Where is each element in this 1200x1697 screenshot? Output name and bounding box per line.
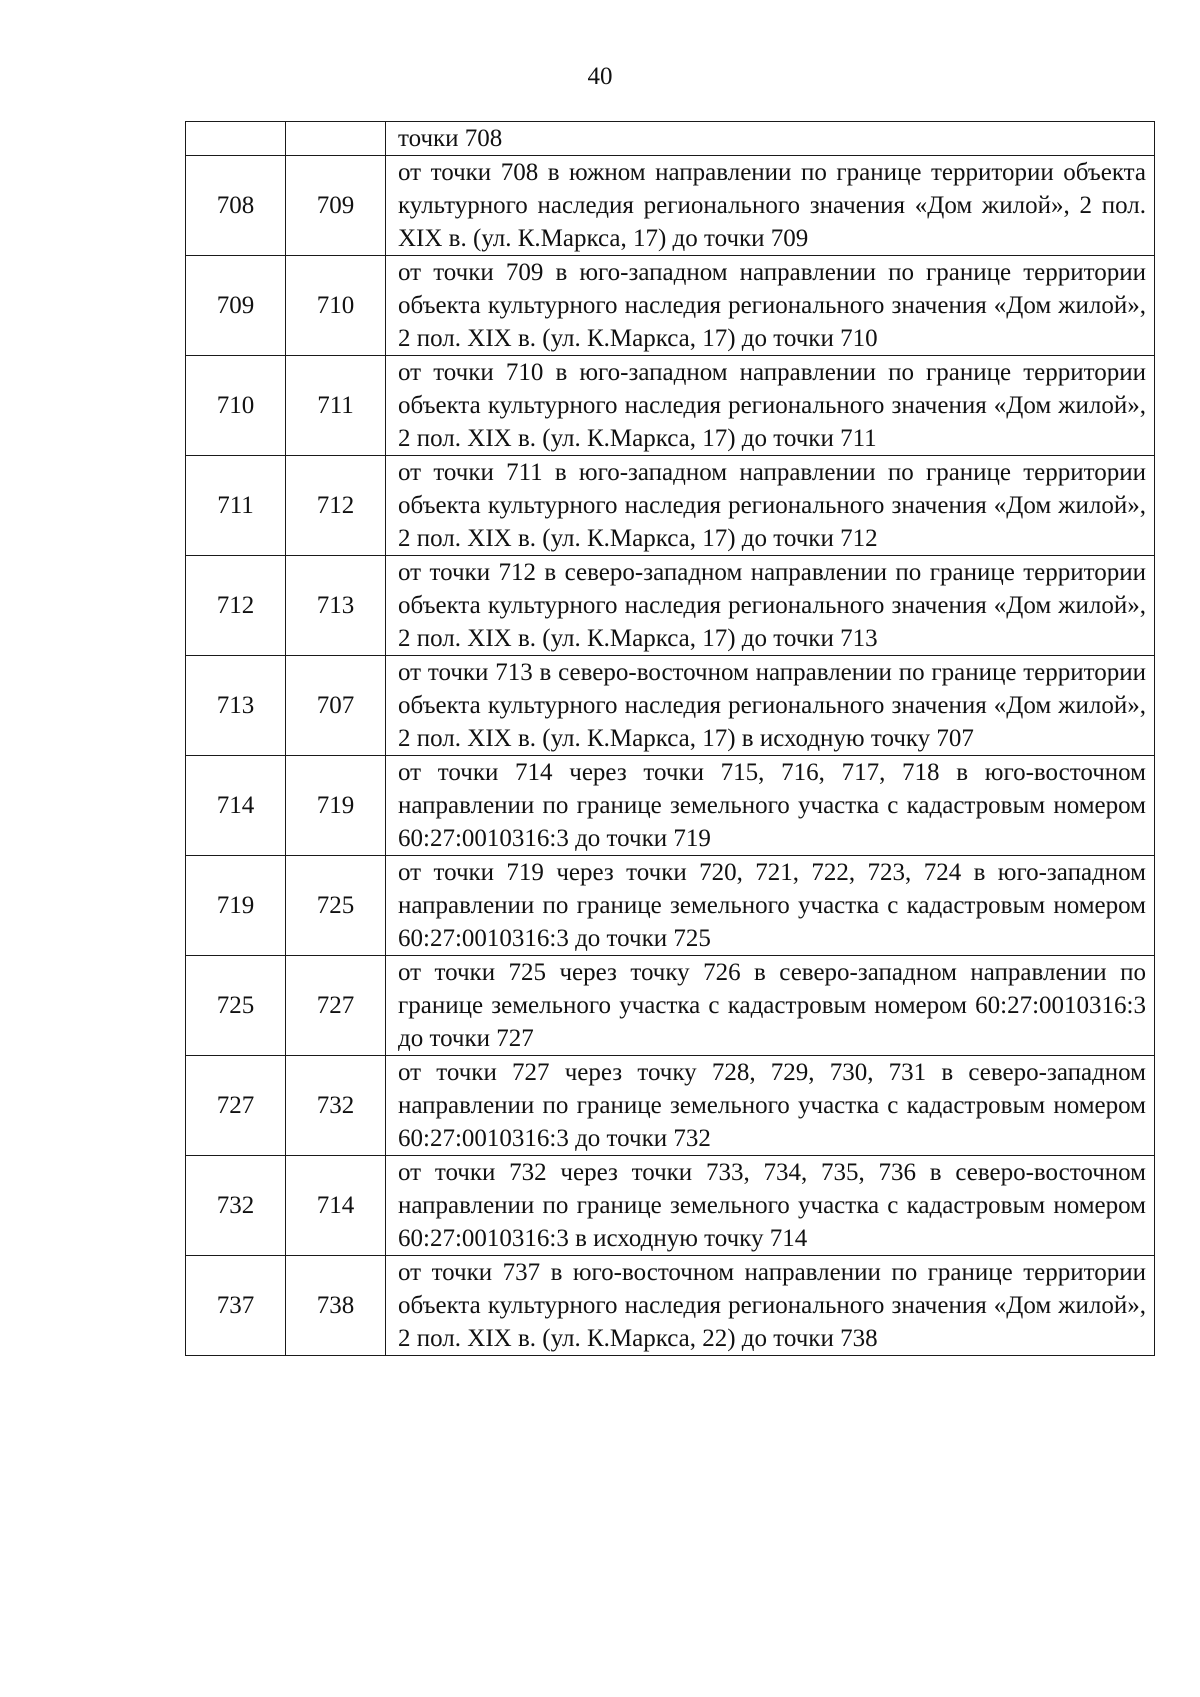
to-point-cell (286, 122, 386, 156)
from-point-cell: 719 (186, 856, 286, 956)
description-cell: от точки 714 через точки 715, 716, 717, 718 в юго-восточном направлении по границе земельного участка с кадастровым номером 60:27:0010316:3 до точки 719 (386, 756, 1155, 856)
from-point-cell: 711 (186, 456, 286, 556)
to-point-cell: 709 (286, 156, 386, 256)
to-point-cell: 711 (286, 356, 386, 456)
from-point-cell: 713 (186, 656, 286, 756)
boundary-description-table (185, 121, 1155, 1356)
description-cell: точки 708 (386, 122, 1155, 156)
from-point-cell: 710 (186, 356, 286, 456)
from-point-cell: 712 (186, 556, 286, 656)
to-point-cell: 707 (286, 656, 386, 756)
from-point-cell: 725 (186, 956, 286, 1056)
description-cell: от точки 732 через точки 733, 734, 735, 736 в северо-восточном направлении по границе земельного участка с кадастровым номером 60:27:0010316:3 в исходную точку 714 (386, 1156, 1155, 1256)
description-cell: от точки 725 через точку 726 в северо-западном направлении по границе земельного участка с кадастровым номером 60:27:0010316:3 до точки 727 (386, 956, 1155, 1056)
description-cell: от точки 719 через точки 720, 721, 722, 723, 724 в юго-западном направлении по границе земельного участка с кадастровым номером 60:27:0010316:3 до точки 725 (386, 856, 1155, 956)
table-row (186, 1156, 1155, 1256)
description-cell: от точки 713 в северо-восточном направлении по границе территории объекта культурного наследия регионального значения «Дом жилой», 2 пол. XIX в. (ул. К.Маркса, 17) в исходную точку 707 (386, 656, 1155, 756)
table-row (186, 156, 1155, 256)
description-cell: от точки 737 в юго-восточном направлении по границе территории объекта культурного наследия регионального значения «Дом жилой», 2 пол. XIX в. (ул. К.Маркса, 22) до точки 738 (386, 1256, 1155, 1356)
to-point-cell: 710 (286, 256, 386, 356)
table-row (186, 122, 1155, 156)
to-point-cell: 732 (286, 1056, 386, 1156)
table-row (186, 356, 1155, 456)
description-cell: от точки 708 в южном направлении по границе территории объекта культурного наследия регионального значения «Дом жилой», 2 пол. XIX в. (ул. К.Маркса, 17) до точки 709 (386, 156, 1155, 256)
to-point-cell: 712 (286, 456, 386, 556)
table-row (186, 1256, 1155, 1356)
description-cell: от точки 709 в юго-западном направлении по границе территории объекта культурного наследия регионального значения «Дом жилой», 2 пол. XIX в. (ул. К.Маркса, 17) до точки 710 (386, 256, 1155, 356)
from-point-cell: 709 (186, 256, 286, 356)
from-point-cell: 708 (186, 156, 286, 256)
table-row (186, 556, 1155, 656)
from-point-cell (186, 122, 286, 156)
from-point-cell: 714 (186, 756, 286, 856)
description-cell: от точки 710 в юго-западном направлении по границе территории объекта культурного наследия регионального значения «Дом жилой», 2 пол. XIX в. (ул. К.Маркса, 17) до точки 711 (386, 356, 1155, 456)
to-point-cell: 713 (286, 556, 386, 656)
table-row (186, 856, 1155, 956)
from-point-cell: 737 (186, 1256, 286, 1356)
from-point-cell: 732 (186, 1156, 286, 1256)
to-point-cell: 719 (286, 756, 386, 856)
table-row (186, 256, 1155, 356)
table-row (186, 956, 1155, 1056)
to-point-cell: 714 (286, 1156, 386, 1256)
to-point-cell: 738 (286, 1256, 386, 1356)
table-row (186, 656, 1155, 756)
table-row (186, 456, 1155, 556)
table-row (186, 1056, 1155, 1156)
page-number: 40 (587, 63, 613, 90)
from-point-cell: 727 (186, 1056, 286, 1156)
to-point-cell: 727 (286, 956, 386, 1056)
description-cell: от точки 712 в северо-западном направлении по границе территории объекта культурного наследия регионального значения «Дом жилой», 2 пол. XIX в. (ул. К.Маркса, 17) до точки 713 (386, 556, 1155, 656)
description-cell: от точки 727 через точку 728, 729, 730, 731 в северо-западном направлении по границе земельного участка с кадастровым номером 60:27:0010316:3 до точки 732 (386, 1056, 1155, 1156)
table-row (186, 756, 1155, 856)
description-cell: от точки 711 в юго-западном направлении по границе территории объекта культурного наследия регионального значения «Дом жилой», 2 пол. XIX в. (ул. К.Маркса, 17) до точки 712 (386, 456, 1155, 556)
to-point-cell: 725 (286, 856, 386, 956)
